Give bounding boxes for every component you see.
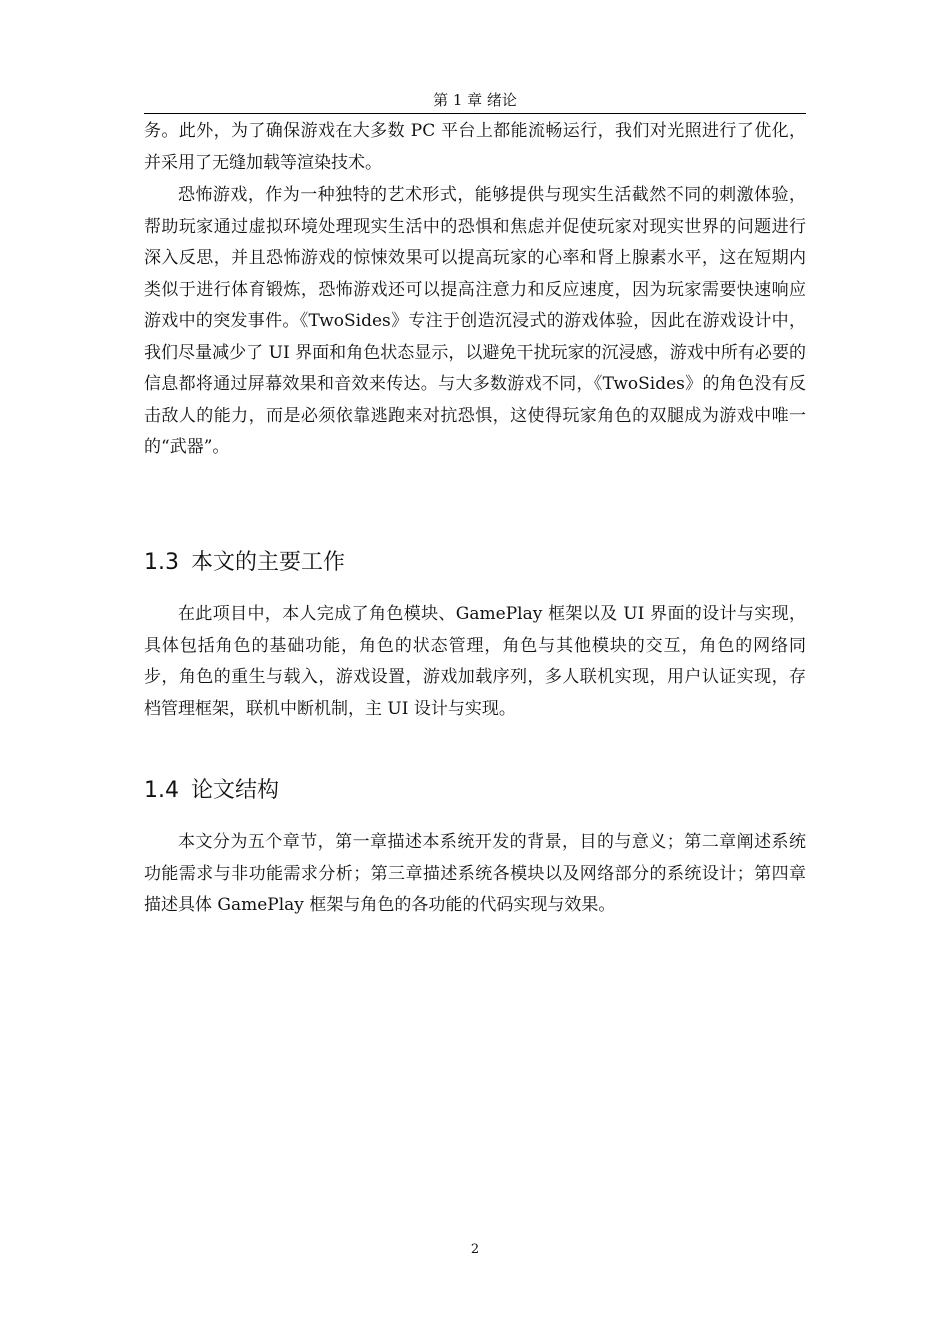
paragraph-main-work: 在此项目中，本人完成了角色模块、GamePlay 框架以及 UI 界面的设计与实现，具体包括角色的基础功能，角色的状态管理，角色与其他模块的交互，角色的网络同步，角色的重生与载入，游戏设置，游戏加载序列，多人联机实现，用户认证实现，存档管理框架，联机中断机制，主 UI 设计与实现。 — [144, 604, 806, 719]
page-header: 第 1 章 绪论 — [433, 91, 517, 109]
section-title: 本文的主要工作 — [191, 550, 346, 575]
section-title: 论文结构 — [191, 778, 280, 803]
paragraph-continued: 务。此外，为了确保游戏在大多数 PC 平台上都能流畅运行，我们对光照进行了优化，并采用了无缝加载等渲染技术。 — [144, 121, 806, 173]
section-heading-1-3 — [144, 548, 806, 578]
section-number: 1.4 — [144, 778, 179, 803]
section-heading-1-4 — [144, 776, 806, 806]
paragraph-horror-games: 恐怖游戏，作为一种独特的艺术形式，能够提供与现实生活截然不同的刺激体验，帮助玩家通过虚拟环境处理现实生活中的恐惧和焦虑并促使玩家对现实世界的问题进行深入反思，并且恐怖游戏的惊悚效果可以提高玩家的心率和肾上腺素水平，这在短期内类似于进行体育锻炼，恐怖游戏还可以提高注意力和反应速度，因为玩家需要快速响应游戏中的突发事件。《TwoSides》专注于创造沉浸式的游戏体验，因此在游戏设计中，我们尽量减少了 UI 界面和角色状态显示，以避免干扰玩家的沉浸感，游戏中所有必要的信息都将通过屏幕效果和音效来传达。与大多数游戏不同，《TwoSides》的角色没有反击敌人的能力，而是必须依靠逃跑来对抗恐惧，这使得玩家角色的双腿成为游戏中唯一的“武器”。 — [144, 185, 806, 457]
header-divider — [144, 113, 806, 114]
section-number: 1.3 — [144, 550, 179, 575]
paragraph-thesis-structure: 本文分为五个章节，第一章描述本系统开发的背景，目的与意义；第二章阐述系统功能需求与非功能需求分析；第三章描述系统各模块以及网络部分的系统设计；第四章描述具体 GamePlay 框架与角色的各功能的代码实现与效果。 — [144, 832, 806, 915]
page-number: 2 — [470, 1242, 480, 1257]
